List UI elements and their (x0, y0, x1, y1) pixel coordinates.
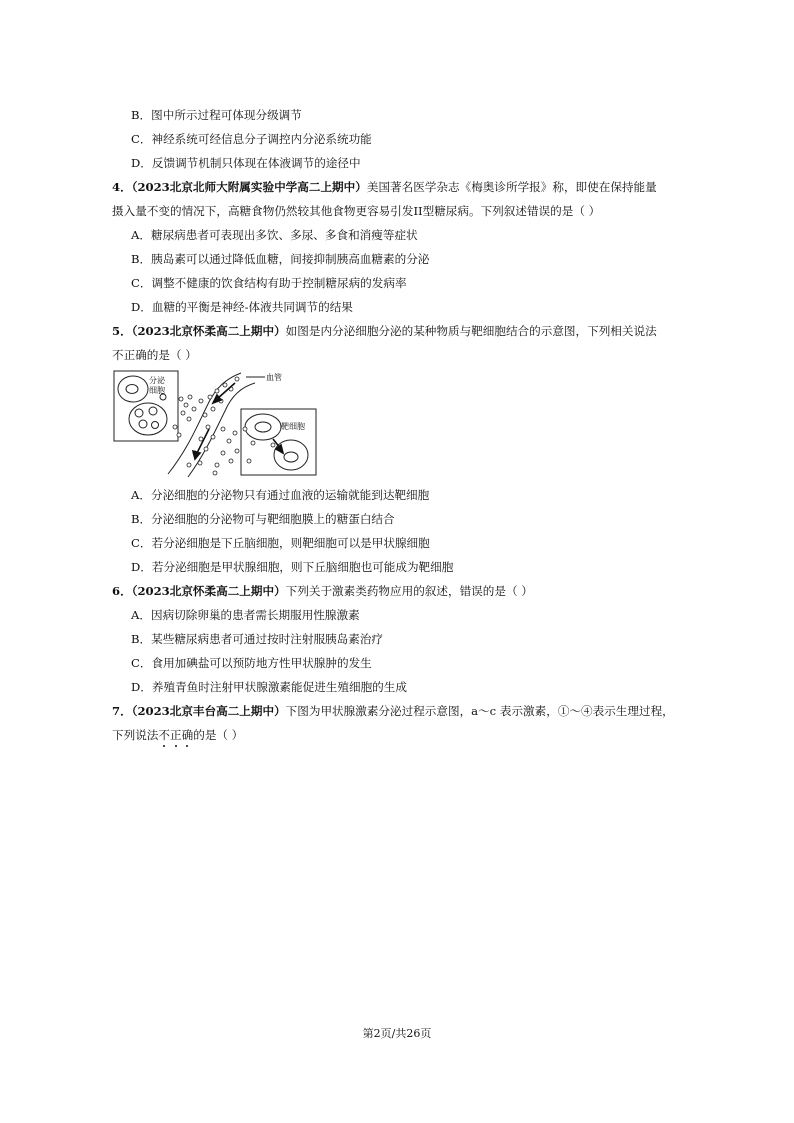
target-nucleus-lower (284, 452, 298, 462)
option-letter: C． (131, 276, 152, 290)
q4-option-a (131, 227, 418, 243)
question-number: 4． (112, 180, 132, 194)
q3-option-d (131, 155, 361, 171)
option-text: 分泌细胞的分泌物可与靶细胞膜上的糖蛋白结合 (151, 512, 395, 526)
emphasis-char (170, 728, 182, 742)
option-letter: A． (131, 608, 151, 622)
option-text: 神经系统可经信息分子调控内分泌系统功能 (151, 132, 372, 146)
question-number: 7． (112, 704, 132, 718)
granule (135, 409, 143, 417)
option-letter: C． (131, 132, 152, 146)
emphasis-char (182, 728, 194, 742)
option-letter: C． (131, 536, 152, 550)
option-letter: A． (131, 488, 151, 502)
q6-stem (112, 583, 533, 599)
q6-option-b (131, 631, 383, 647)
emphasis-dot (175, 745, 177, 747)
emphasis-text: 正 (170, 728, 182, 742)
q7-stem-line1 (112, 703, 674, 719)
option-letter: C． (131, 656, 152, 670)
option-text: 图中所示过程可体现分级调节 (151, 108, 302, 122)
option-text: 分泌细胞的分泌物只有通过血液的运输就能到达靶细胞 (150, 488, 430, 502)
option-text: 因病切除卵巢的患者需长期服用性腺激素 (150, 608, 360, 622)
option-text: 若分泌细胞是甲状腺细胞，则下丘脑细胞也可能成为靶细胞 (151, 560, 454, 574)
question-stem: 下列关于激素类药物应用的叙述，错误的是（ ） (285, 584, 533, 598)
target-nucleus-upper (255, 422, 271, 432)
option-text: 食用加碘盐可以预防地方性甲状腺肿的发生 (151, 656, 372, 670)
option-text: 某些糖尿病患者可通过按时注射服胰岛素治疗 (151, 632, 384, 646)
q5-option-a (131, 487, 429, 503)
secretory-cells-box (114, 371, 178, 441)
secretion-diagram (113, 369, 318, 479)
option-letter: D． (131, 156, 152, 170)
emphasis-dot (186, 745, 188, 747)
option-letter: B． (131, 632, 152, 646)
q5-option-d (131, 559, 453, 575)
emphasis-text: 不 (158, 728, 170, 742)
option-letter: B． (131, 108, 152, 122)
option-letter: B． (131, 252, 152, 266)
q6-option-c (131, 655, 372, 671)
question-source: （2023北京北师大附属实验中学高二上期中） (131, 180, 367, 194)
option-text: 血糖的平衡是神经-体液共同调节的结果 (151, 300, 353, 314)
option-text: 胰岛素可以通过降低血糖，间接抑制胰高血糖素的分泌 (151, 252, 430, 266)
question-stem: 下图为甲状腺激素分泌过程示意图，a～c 表示激素，①～④表示生理过程， (285, 704, 674, 718)
question-stem: 美国著名医学杂志《梅奥诊所学报》称，即使在保持能量 (366, 180, 657, 194)
question-number: 6． (112, 584, 132, 598)
question-number: 5． (112, 324, 132, 338)
q6-option-d (131, 679, 407, 695)
option-text: 糖尿病患者可表现出多饮、多尿、多食和消瘦等症状 (150, 228, 418, 242)
stem-text: 下列说法 (112, 728, 159, 742)
option-letter: D． (131, 560, 152, 574)
stem-text: 的是（ ） (193, 728, 244, 742)
option-text: 养殖青鱼时注射甲状腺激素能促进生殖细胞的生成 (151, 680, 407, 694)
target-cell-lower (274, 440, 308, 470)
page-footer: 第2页/共26页 (362, 1027, 432, 1040)
granule (139, 420, 147, 428)
option-letter: A． (131, 228, 151, 242)
emphasis-char (158, 728, 170, 742)
secretory-cell-upper (118, 376, 148, 402)
label-secretory-2: 细胞 (149, 386, 165, 395)
secretory-nucleus-upper (126, 385, 138, 394)
q5-stem-line1 (112, 323, 657, 339)
q7-stem-line2 (112, 727, 243, 743)
question-source: （2023北京怀柔高二上期中） (131, 324, 286, 338)
option-text: 若分泌细胞是下丘脑细胞，则靶细胞可以是甲状腺细胞 (151, 536, 430, 550)
q4-option-c (131, 275, 407, 291)
emphasis-text: 确 (181, 728, 194, 742)
option-letter: B． (131, 512, 152, 526)
label-vessel: 血管 (266, 373, 282, 382)
q5-stem-line2: 不正确的是（ ） (112, 348, 197, 362)
label-secretory-1: 分泌 (149, 376, 165, 385)
q5-option-b (131, 511, 395, 527)
granule (152, 422, 159, 429)
label-target: 靶细胞 (281, 422, 305, 431)
q4-option-b (131, 251, 429, 267)
option-text: 调整不健康的饮食结构有助于控制糖尿病的发病率 (151, 276, 407, 290)
secretory-cell-lower (129, 403, 167, 435)
option-text: 反馈调节机制只体现在体液调节的途径中 (151, 156, 361, 170)
q3-option-b (131, 107, 302, 123)
q6-option-a (131, 607, 360, 623)
option-letter: D． (131, 680, 152, 694)
option-letter: D． (131, 300, 152, 314)
question-source: （2023北京怀柔高二上期中） (131, 584, 286, 598)
hormone-molecules (173, 377, 275, 475)
q4-option-d (131, 299, 353, 315)
question-stem: 如图是内分泌细胞分泌的某种物质与靶细胞结合的示意图，下列相关说法 (285, 324, 657, 338)
emphasis-dot (163, 745, 165, 747)
q5-option-c (131, 535, 430, 551)
q4-stem-line2: 摄入量不变的情况下，高糖食物仍然较其他食物更容易引发II型糖尿病。下列叙述错误的是（ ） (112, 204, 601, 218)
question-source: （2023北京丰台高二上期中） (131, 704, 286, 718)
q3-option-c (131, 131, 372, 147)
granule (149, 407, 157, 415)
target-cell-upper (245, 414, 281, 440)
q4-stem-line1 (112, 179, 657, 195)
